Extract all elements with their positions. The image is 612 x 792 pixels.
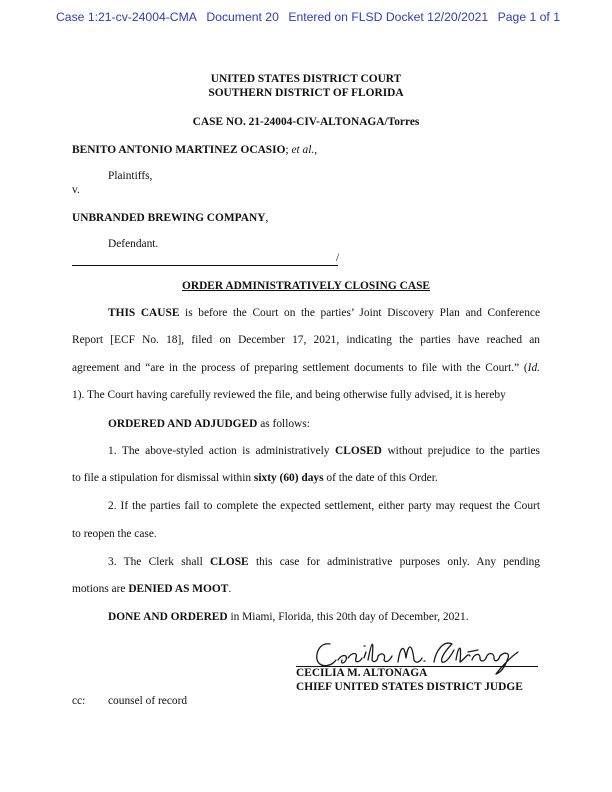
caption-rule xyxy=(72,265,338,266)
p1-line1-text: is before the Court on the parties’ Joint Discovery Plan and Conference xyxy=(179,307,541,319)
sixty-days-bold: sixty (60) days xyxy=(253,472,324,484)
item-2-line-1: 2. If the parties fail to complete the expected settlement, either party may request the Court xyxy=(108,500,540,512)
plaintiffs-label: Plaintiffs, xyxy=(108,170,153,182)
id-citation: Id. xyxy=(527,362,540,374)
this-cause: THIS CAUSE xyxy=(108,307,180,319)
defendant-label: Defendant. xyxy=(108,238,159,250)
done-and-ordered-line xyxy=(108,612,540,623)
item-1-line-1 xyxy=(108,446,540,457)
done-and-ordered: DONE AND ORDERED xyxy=(108,611,228,623)
plaintiff-caption xyxy=(72,144,317,156)
ordered-adjudged: ORDERED AND ADJUDGED xyxy=(108,418,258,430)
paragraph-1-line-1 xyxy=(72,308,540,319)
judge-title: CHIEF UNITED STATES DISTRICT JUDGE xyxy=(296,681,523,693)
case-number: CASE NO. 21-24004-CIV-ALTONAGA/Torres xyxy=(192,116,420,128)
cc-label: cc: xyxy=(72,695,86,707)
done-rest: in Miami, Florida, this 20th day of December, 2021. xyxy=(227,611,469,623)
closed-bold: CLOSED xyxy=(335,445,382,457)
close-bold: CLOSE xyxy=(210,556,249,568)
item-3-line-2 xyxy=(72,584,540,595)
denied-as-moot-bold: DENIED AS MOOT xyxy=(128,583,229,595)
item1-text-a: 1. The above-styled action is administratively xyxy=(108,445,336,457)
cc-value: counsel of record xyxy=(108,695,188,707)
item-2-line-2: to reopen the case. xyxy=(72,528,157,540)
item1-text-b: without prejudice to the parties xyxy=(381,445,540,457)
item-3-line-1 xyxy=(108,557,540,568)
court-name-line2: SOUTHERN DISTRICT OF FLORIDA xyxy=(208,87,404,99)
docket-page: Page 1 of 1 xyxy=(497,10,560,24)
ordered-line xyxy=(108,419,540,430)
docket-case-number: Case 1:21-cv-24004-CMA xyxy=(56,10,197,24)
order-title xyxy=(0,280,612,292)
item3-text-d: . xyxy=(228,583,232,595)
item1-text-c: to file a stipulation for dismissal within xyxy=(72,472,254,484)
paragraph-1-line-4: 1). The Court having carefully reviewed the file, and being otherwise fully advised, it is hereby xyxy=(72,389,506,401)
item1-text-d: of the date of this Order. xyxy=(323,472,438,484)
order-title-text: ORDER ADMINISTRATIVELY CLOSING CASE xyxy=(181,280,430,292)
plaintiff-name: BENITO ANTONIO MARTINEZ OCASIO xyxy=(72,144,286,156)
docket-header xyxy=(56,10,560,24)
paragraph-1-line-2: Report [ECF No. 18], filed on December 17, 2021, indicating the parties have reached an xyxy=(72,334,540,346)
item3-text-b: this case for administrative purposes only. Any pending xyxy=(248,556,540,568)
docket-document-number: Document 20 xyxy=(206,10,279,24)
item-1-line-2 xyxy=(72,473,540,484)
docket-entered: Entered on FLSD Docket 12/20/2021 xyxy=(288,10,489,24)
defendant-caption xyxy=(72,212,268,224)
ordered-rest: as follows: xyxy=(257,418,310,430)
paragraph-1-line-3 xyxy=(72,363,540,374)
caption-slash: / xyxy=(336,252,340,264)
plaintiff-separator: ; xyxy=(285,144,292,156)
judge-name: CECILIA M. ALTONAGA xyxy=(296,667,428,679)
defendant-comma: , xyxy=(265,212,269,224)
defendant-name: UNBRANDED BREWING COMPANY xyxy=(72,212,266,224)
item3-text-c: motions are xyxy=(72,583,129,595)
plaintiff-comma: , xyxy=(314,144,318,156)
court-name-line1: UNITED STATES DISTRICT COURT xyxy=(210,73,402,85)
versus: v. xyxy=(72,184,80,196)
p1-line3-text: agreement and “are in the process of preparing settlement documents to file with the Court.” ( xyxy=(72,362,528,374)
item3-text-a: 3. The Clerk shall xyxy=(108,556,211,568)
et-al: et al. xyxy=(291,144,315,156)
